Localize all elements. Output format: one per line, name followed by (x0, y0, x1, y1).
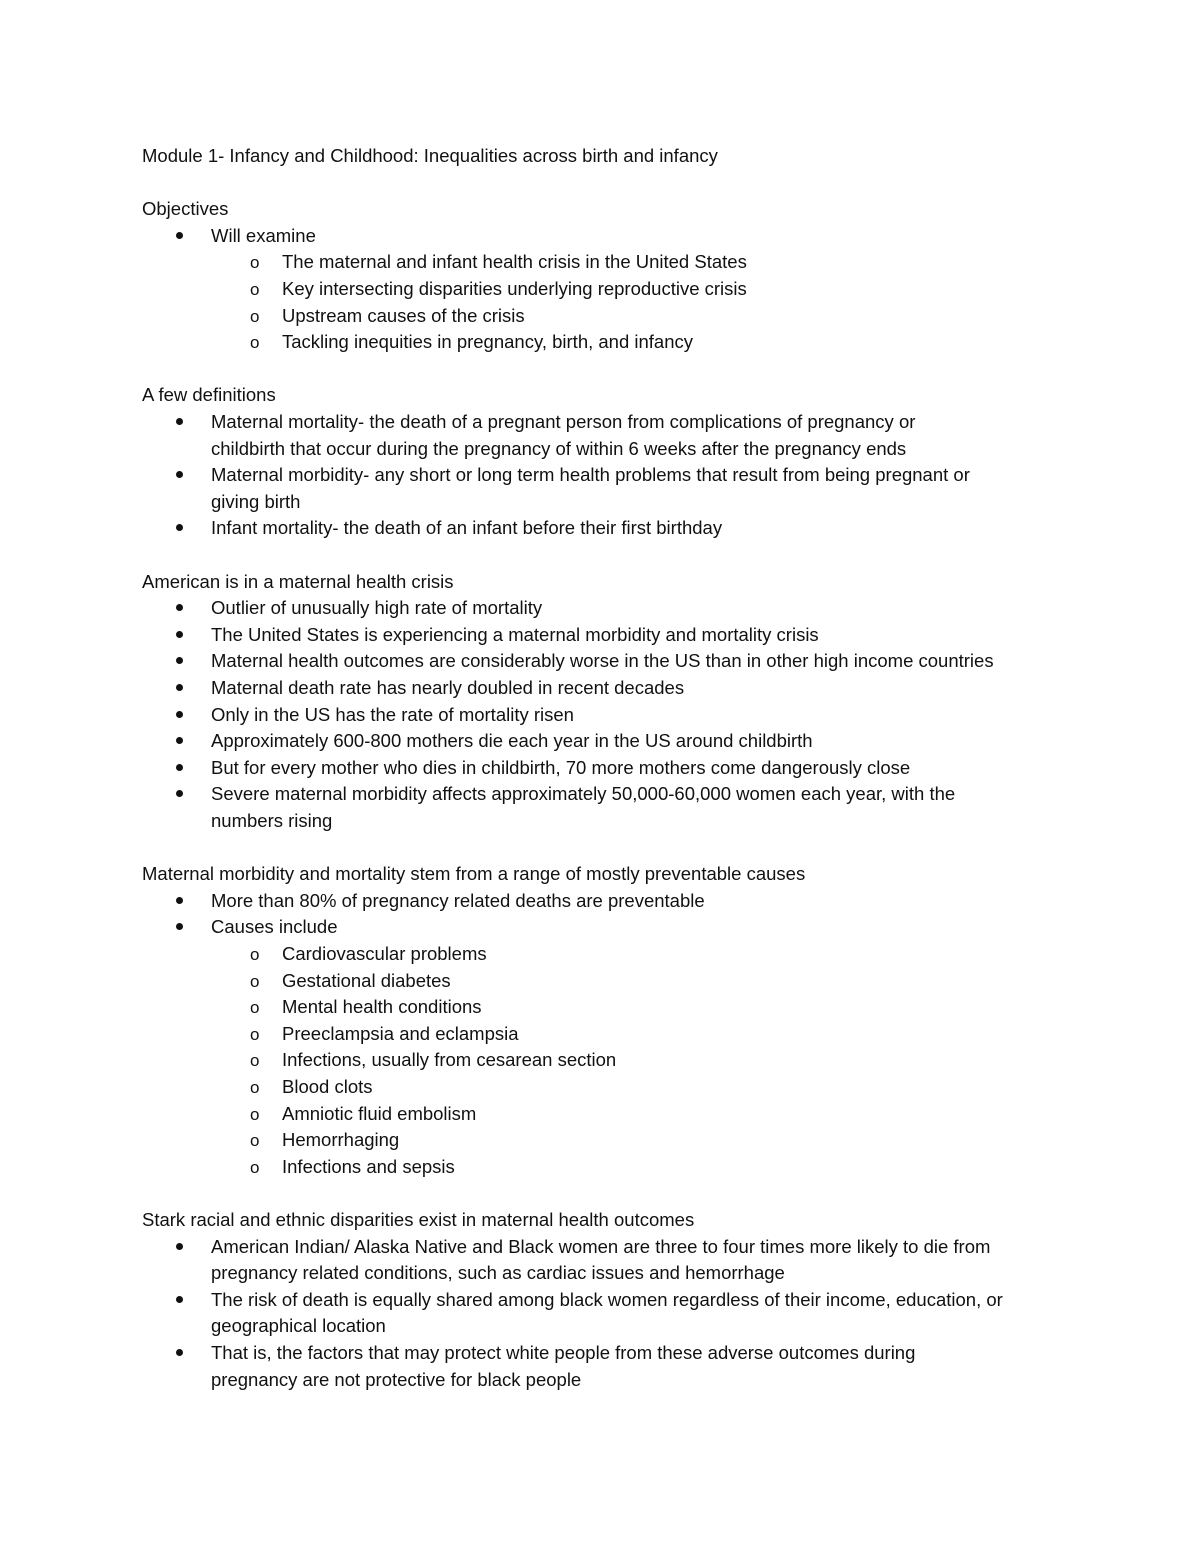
bullet-circle-icon: o (250, 1024, 260, 1044)
section-heading: A few definitions (142, 384, 276, 406)
list-item: pregnancy related conditions, such as cardiac issues and hemorrhage (211, 1262, 785, 1284)
bullet-dot-icon (176, 604, 183, 611)
bullet-dot-icon (176, 1243, 183, 1250)
list-item: Severe maternal morbidity affects approximately 50,000-60,000 women each year, with the (211, 783, 956, 805)
bullet-dot-icon (176, 524, 183, 531)
sub-list-item: Tackling inequities in pregnancy, birth, and infancy (282, 331, 694, 353)
bullet-dot-icon (176, 764, 183, 771)
sub-list-item: Hemorrhaging (282, 1129, 400, 1151)
bullet-dot-icon (176, 684, 183, 691)
bullet-circle-icon: o (250, 280, 260, 299)
list-item: Maternal health outcomes are considerably worse in the US than in other high income countries (211, 650, 994, 672)
bullet-circle-icon: o (250, 306, 260, 326)
list-item: Maternal morbidity- any short or long term health problems that result from being pregnant or (211, 464, 970, 486)
bullet-circle-icon: o (250, 1078, 260, 1097)
list-item: Infant mortality- the death of an infant before their first birthday (211, 517, 723, 539)
sub-list-item: Mental health conditions (282, 996, 482, 1018)
sub-list-item: Blood clots (282, 1076, 373, 1097)
bullet-circle-icon: o (250, 1051, 260, 1071)
bullet-dot-icon (176, 631, 183, 638)
sub-list-item: Key intersecting disparities underlying reproductive crisis (282, 278, 747, 299)
bullet-dot-icon (176, 923, 183, 930)
sub-list-item: Amniotic fluid embolism (282, 1102, 477, 1124)
bullet-dot-icon (176, 471, 183, 478)
sub-list-item: Gestational diabetes (282, 969, 451, 991)
list-item: More than 80% of pregnancy related deaths are preventable (211, 889, 705, 911)
list-item: But for every mother who dies in childbirth, 70 more mothers come dangerously close (211, 756, 911, 778)
list-item: Approximately 600-800 mothers die each year in the US around childbirth (211, 730, 813, 752)
sub-list-item: Infections, usually from cesarean section (282, 1049, 617, 1071)
bullet-dot-icon (176, 232, 183, 239)
section-heading: Maternal morbidity and mortality stem from a range of mostly preventable causes (142, 863, 806, 885)
bullet-dot-icon (176, 897, 183, 904)
sub-list-item: The maternal and infant health crisis in the United States (282, 251, 747, 273)
section-heading: Objectives (142, 198, 229, 220)
list-item: Outlier of unusually high rate of mortality (211, 597, 543, 619)
document-title: Module 1- Infancy and Childhood: Inequalities across birth and infancy (142, 145, 718, 166)
list-item: pregnancy are not protective for black people (211, 1368, 582, 1390)
bullet-dot-icon (176, 657, 183, 664)
bullet-dot-icon (176, 1349, 183, 1356)
sub-list-item: Cardiovascular problems (282, 943, 487, 964)
section-heading: American is in a maternal health crisis (142, 570, 454, 592)
bullet-circle-icon: o (250, 998, 260, 1018)
bullet-circle-icon: o (250, 1157, 260, 1177)
list-item: childbirth that occur during the pregnancy of within 6 weeks after the pregnancy ends (211, 437, 907, 459)
list-item: giving birth (211, 490, 301, 512)
bullet-dot-icon (176, 737, 183, 744)
bullet-dot-icon (176, 418, 183, 425)
section-heading: Stark racial and ethnic disparities exist in maternal health outcomes (142, 1209, 695, 1230)
sub-list-item: Preeclampsia and eclampsia (282, 1022, 519, 1044)
bullet-circle-icon: o (250, 333, 260, 353)
list-item: That is, the factors that may protect white people from these adverse outcomes during (211, 1342, 916, 1363)
bullet-circle-icon: o (250, 253, 260, 273)
sub-list-item: Infections and sepsis (282, 1155, 455, 1177)
list-item: The risk of death is equally shared among black women regardless of their income, education, or (211, 1288, 1003, 1310)
list-item: Only in the US has the rate of mortality risen (211, 703, 574, 725)
list-item: Will examine (211, 224, 316, 246)
list-item: American Indian/ Alaska Native and Black women are three to four times more likely to die from (211, 1235, 991, 1257)
bullet-dot-icon (176, 790, 183, 797)
list-item: The United States is experiencing a maternal morbidity and mortality crisis (211, 623, 819, 645)
bullet-dot-icon (176, 1296, 183, 1303)
list-item: Causes include (211, 916, 338, 938)
bullet-circle-icon: o (250, 945, 260, 964)
sub-list-item: Upstream causes of the crisis (282, 304, 525, 326)
list-item: geographical location (211, 1315, 386, 1337)
list-item: numbers rising (211, 810, 333, 831)
bullet-dot-icon (176, 711, 183, 718)
bullet-circle-icon: o (250, 1131, 260, 1151)
bullet-circle-icon: o (250, 971, 260, 991)
list-item: Maternal death rate has nearly doubled in recent decades (211, 677, 685, 698)
bullet-circle-icon: o (250, 1104, 260, 1124)
list-item: Maternal mortality- the death of a pregnant person from complications of pregnancy or (211, 411, 916, 432)
